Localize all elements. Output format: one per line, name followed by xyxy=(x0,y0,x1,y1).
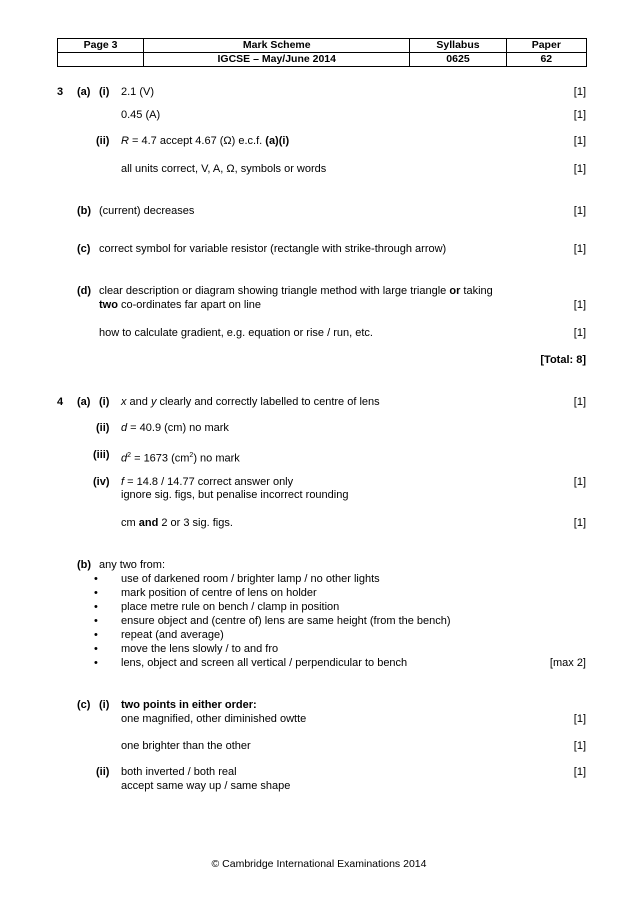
bullet-icon: • xyxy=(94,573,98,585)
q3-part-a: (a) xyxy=(77,86,91,98)
header-syllabus-code: 0625 xyxy=(410,53,506,67)
mark: [1] xyxy=(573,740,586,752)
q3-c-text: correct symbol for variable resistor (rectangle with strike-through arrow) xyxy=(99,243,447,255)
list-item: move the lens slowly / to and fro xyxy=(121,643,279,655)
q4-a-iii-text: $d^2 = 1673$ $(cm^2)$ no mark xyxy=(121,452,240,465)
list-item: lens, object and screen all vertical / perpendicular to bench xyxy=(121,657,408,669)
q4-a-iv: (iv) xyxy=(93,476,110,488)
list-item: place metre rule on bench / clamp in position xyxy=(121,601,340,613)
q3-a-ii-line1: R = 4.7 accept 4.67 (Ω) e.c.f. (a)(i) xyxy=(121,135,290,147)
q3-a-ii-line2: all units correct, V, A, Ω, symbols or words xyxy=(121,163,327,175)
bullet-icon: • xyxy=(94,643,98,655)
q4-c-ii-line1: both inverted / both real xyxy=(121,766,237,778)
q4-c-ii-line2: accept same way up / same shape xyxy=(121,780,291,792)
q4-c-i-line1: one magnified, other diminished owtte xyxy=(121,713,307,725)
list-item: repeat (and average) xyxy=(121,629,224,641)
q3-part-c: (c) xyxy=(77,243,91,255)
q3-total: [Total: 8] xyxy=(540,354,586,366)
header-page: Page 3 xyxy=(58,39,144,53)
mark: [1] xyxy=(573,713,586,725)
mark: [1] xyxy=(573,327,586,339)
mark: [1] xyxy=(573,517,586,529)
header-page-value xyxy=(58,53,144,67)
q4-number: 4 xyxy=(57,396,64,408)
q4-part-c: (c) xyxy=(77,699,91,711)
header-paper-number: 62 xyxy=(506,53,586,67)
q3-part-b: (b) xyxy=(77,205,92,217)
mark: [1] xyxy=(573,766,586,778)
q4-a-iii: (iii) xyxy=(93,449,110,461)
list-item: mark position of centre of lens on holder xyxy=(121,587,317,599)
bullet-icon: • xyxy=(94,601,98,613)
list-item: use of darkened room / brighter lamp / no other lights xyxy=(121,573,380,585)
mark: [1] xyxy=(573,109,586,121)
q4-c-i: (i) xyxy=(99,699,110,711)
q3-d-line1: clear description or diagram showing triangle method with large triangle or taking xyxy=(99,285,493,297)
header-syllabus: Syllabus xyxy=(410,39,506,53)
mark: [1] xyxy=(573,135,586,147)
q3-a-i-line2: 0.45 (A) xyxy=(121,109,161,121)
mark: [1] xyxy=(573,86,586,98)
q3-b-text: (current) decreases xyxy=(99,205,195,217)
header-exam: IGCSE – May/June 2014 xyxy=(144,53,410,67)
q3-part-d: (d) xyxy=(77,285,92,297)
q3-a-i-line1: 2.1 (V) xyxy=(121,86,155,98)
footer-copyright: © Cambridge International Examinations 2014 xyxy=(211,858,427,870)
header-table xyxy=(57,38,587,67)
q4-b-mark: [max 2] xyxy=(549,657,586,669)
q4-part-b: (b) xyxy=(77,559,92,571)
q3-a-i: (i) xyxy=(99,86,110,98)
q4-c-i-heading: two points in either order: xyxy=(121,699,257,711)
q4-c-i-line2: one brighter than the other xyxy=(121,740,251,752)
q4-a-iv-line3: cm and 2 or 3 sig. figs. xyxy=(121,517,233,529)
list-item: ensure object and (centre of) lens are same height (from the bench) xyxy=(121,615,451,627)
q4-a-iv-line2: ignore sig. figs, but penalise incorrect rounding xyxy=(121,489,349,501)
header-paper: Paper xyxy=(506,39,586,53)
q4-a-i-text: x and y clearly and correctly labelled to centre of lens xyxy=(121,396,380,408)
q4-a-iv-line1: f = 14.8 / 14.77 correct answer only xyxy=(121,476,294,488)
q4-part-a: (a) xyxy=(77,396,91,408)
mark: [1] xyxy=(573,396,586,408)
mark: [1] xyxy=(573,163,586,175)
header-mark-scheme: Mark Scheme xyxy=(144,39,410,53)
q3-number: 3 xyxy=(57,86,64,98)
bullet-icon: • xyxy=(94,657,98,669)
q3-d-line3: how to calculate gradient, e.g. equation or rise / run, etc. xyxy=(99,327,373,339)
q4-a-i: (i) xyxy=(99,396,110,408)
mark: [1] xyxy=(573,476,586,488)
q3-d-line2: two co-ordinates far apart on line xyxy=(99,299,262,311)
bullet-icon: • xyxy=(94,615,98,627)
q4-a-ii: (ii) xyxy=(96,422,110,434)
q4-c-ii: (ii) xyxy=(96,766,110,778)
q4-a-ii-text: d = 40.9 (cm) no mark xyxy=(121,422,229,434)
mark: [1] xyxy=(573,243,586,255)
q3-a-ii: (ii) xyxy=(96,135,110,147)
mark: [1] xyxy=(573,299,586,311)
mark: [1] xyxy=(573,205,586,217)
q4-b-intro: any two from: xyxy=(99,559,166,571)
bullet-icon: • xyxy=(94,629,98,641)
bullet-icon: • xyxy=(94,587,98,599)
